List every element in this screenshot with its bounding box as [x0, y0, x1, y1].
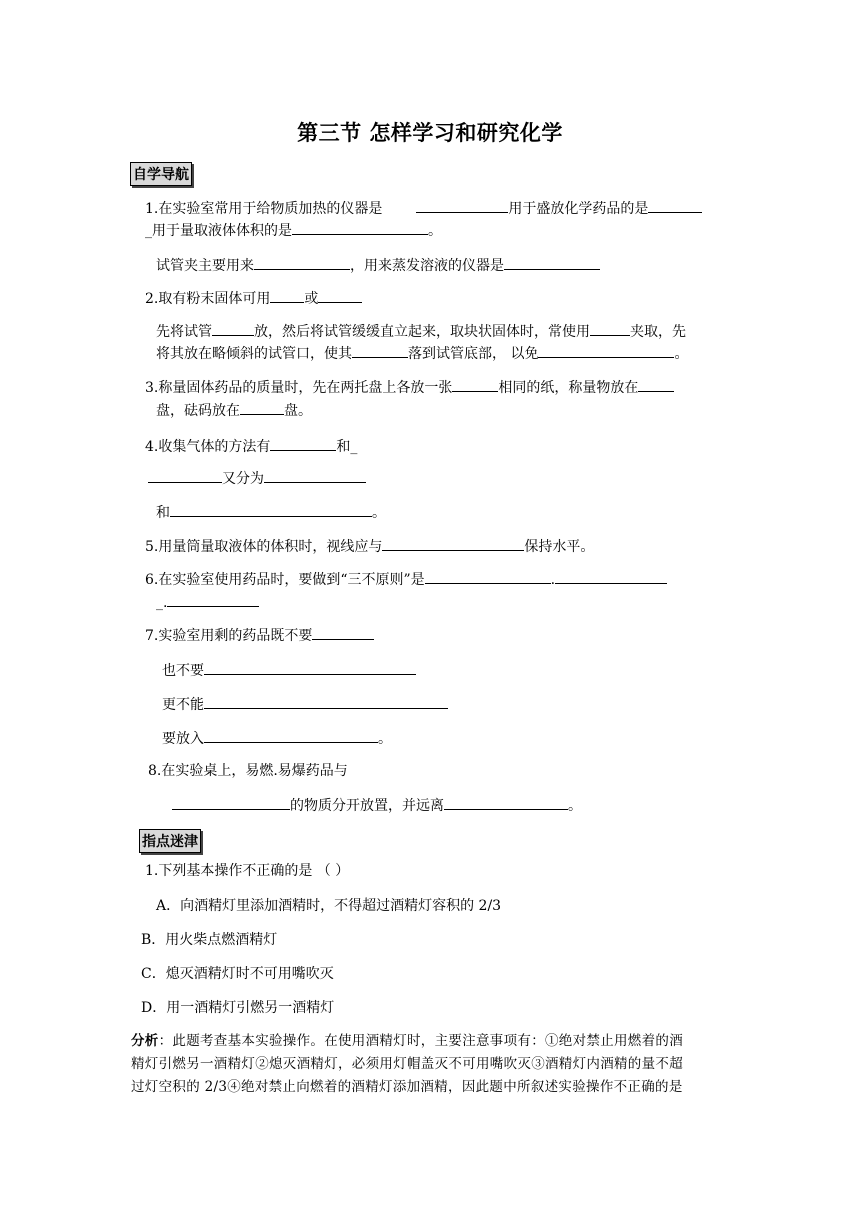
- q3-text-d: 盘。: [284, 403, 312, 419]
- q5-text-b: 保持水平。: [524, 539, 595, 555]
- q1-text-f: ，用来蒸发溶液的仪器是: [350, 258, 504, 274]
- blank[interactable]: [590, 321, 630, 336]
- question-4-line-1: [145, 436, 357, 456]
- q4-text-b: 和_: [336, 439, 358, 455]
- blank[interactable]: [648, 198, 702, 213]
- q3-text-b: 相同的纸，称量物放在: [498, 380, 639, 396]
- question-2-line-2: [156, 321, 686, 341]
- q6-text-b: .: [550, 572, 556, 588]
- q3-text-c: 盘，砝码放在: [156, 403, 240, 419]
- blank[interactable]: [555, 569, 667, 584]
- blank[interactable]: [352, 343, 408, 358]
- question-7-line-4: [162, 728, 392, 748]
- option-a: A．向酒精灯里添加酒精时，不得超过酒精灯容积的 2/3: [156, 898, 502, 914]
- blank[interactable]: [504, 255, 600, 270]
- q2-text-a: 2.取有粉末固体可用: [145, 291, 271, 307]
- question-7-line-3: [162, 694, 448, 714]
- q4-text-a: 4.收集气体的方法有: [145, 439, 271, 455]
- q1-text-a: 1.在实验室常用于给物质加热的仪器是: [145, 201, 383, 217]
- option-d: D．用一酒精灯引燃另一酒精灯: [141, 1000, 335, 1016]
- question-7-line-1: [145, 625, 374, 645]
- analysis-line-1: ：此题考查基本实验操作。在使用酒精灯时，主要注意事项有：①绝对禁止用燃着的酒: [158, 1033, 684, 1049]
- blank[interactable]: [167, 592, 259, 607]
- q1-text-d: 。: [428, 223, 442, 239]
- q5-text-a: 5.用量筒量取液体的体积时，视线应与: [145, 539, 383, 555]
- q2-text-e: 夹取，先: [630, 324, 686, 340]
- q2-text-g: 落到试管底部， 以免: [408, 346, 539, 362]
- q4-text-e: 。: [372, 505, 386, 521]
- blank[interactable]: [212, 321, 254, 336]
- option-b: B．用火柴点燃酒精灯: [141, 932, 278, 948]
- blank[interactable]: [204, 728, 378, 743]
- q2-text-b: 或: [304, 291, 319, 307]
- blank[interactable]: [204, 694, 448, 709]
- question-3-line-1: [145, 377, 674, 397]
- question-4-line-3: [156, 502, 386, 522]
- blank[interactable]: [444, 795, 568, 810]
- q8-text-b: 的物质分开放置，并远离: [290, 798, 444, 814]
- blank[interactable]: [254, 255, 350, 270]
- q2-text-h: 。: [674, 346, 689, 362]
- question-4-line-2: [148, 468, 366, 488]
- q1-text-e: 试管夹主要用来: [156, 258, 254, 274]
- blank[interactable]: [416, 198, 508, 213]
- blank[interactable]: [270, 436, 336, 451]
- question-2-line-1: [145, 288, 362, 308]
- blank[interactable]: [382, 536, 524, 551]
- question-1-line-2: [145, 220, 442, 240]
- section-heading-self-study: 自学导航: [130, 162, 192, 186]
- q3-text-a: 3.称量固体药品的质量时，先在两托盘上各放一张: [145, 380, 453, 396]
- analysis-line-3: 过灯空积的 2/3④绝对禁止向燃着的酒精灯添加酒精，因此题中所叙述实验操作不正确的是: [131, 1079, 683, 1095]
- blank[interactable]: [538, 343, 674, 358]
- q4-text-d: 和: [156, 505, 170, 521]
- blank[interactable]: [318, 288, 362, 303]
- analysis-paragraph: [131, 1030, 736, 1099]
- example-question-stem: 1.下列基本操作不正确的是 （ ）: [145, 863, 350, 879]
- blank[interactable]: [148, 468, 222, 483]
- analysis-line-2: 精灯引燃另一酒精灯②熄灭酒精灯，必须用灯帽盖灭不可用嘴吹灭③酒精灯内酒精的量不超: [131, 1056, 683, 1072]
- question-1-line-1: [145, 198, 702, 218]
- option-c: C．熄灭酒精灯时不可用嘴吹灭: [141, 966, 334, 982]
- q2-text-f: 将其放在略倾斜的试管口，使其: [156, 346, 352, 362]
- q7-text-d: 要放入: [162, 731, 204, 747]
- q7-text-e: 。: [378, 731, 392, 747]
- blank[interactable]: [452, 377, 498, 392]
- blank[interactable]: [292, 220, 428, 235]
- blank[interactable]: [204, 660, 416, 675]
- question-3-line-2: [156, 400, 312, 420]
- question-5: [145, 536, 594, 556]
- blank[interactable]: [270, 288, 304, 303]
- q1-text-c: _用于量取液体体积的是: [145, 223, 292, 239]
- q7-text-c: 更不能: [162, 697, 204, 713]
- blank[interactable]: [240, 400, 284, 415]
- blank[interactable]: [638, 377, 674, 392]
- q2-text-d: 放，然后将试管缓缓直立起来，取块状固体时，常使用: [254, 324, 590, 340]
- blank[interactable]: [172, 795, 290, 810]
- blank[interactable]: [425, 569, 551, 584]
- analysis-label: 分析: [131, 1033, 159, 1049]
- q7-text-b: 也不要: [162, 663, 204, 679]
- q8-text-c: 。: [568, 798, 582, 814]
- question-6-line-1: [145, 569, 667, 589]
- q6-text-c: _.: [156, 595, 168, 611]
- question-8-line-1: [148, 762, 348, 780]
- q1-text-b: 用于盛放化学药品的是: [508, 201, 649, 217]
- question-6-line-2: [156, 592, 259, 612]
- section-heading-guidance: 指点迷津: [139, 829, 201, 853]
- blank[interactable]: [170, 502, 372, 517]
- q8-text-a: 8.在实验桌上，易燃.易爆药品与: [148, 763, 348, 779]
- question-1-line-3: [156, 255, 600, 275]
- q6-text-a: 6.在实验室使用药品时，要做到“三不原则”是: [145, 572, 425, 588]
- page-title: 第三节 怎样学习和研究化学: [297, 121, 563, 145]
- question-2-line-3: [156, 343, 688, 363]
- blank[interactable]: [264, 468, 366, 483]
- q2-text-c: 先将试管: [156, 324, 212, 340]
- q4-text-c: 又分为: [222, 471, 264, 487]
- question-7-line-2: [162, 660, 416, 680]
- question-8-line-2: [172, 795, 582, 815]
- q7-text-a: 7.实验室用剩的药品既不要: [145, 628, 313, 644]
- blank[interactable]: [312, 625, 374, 640]
